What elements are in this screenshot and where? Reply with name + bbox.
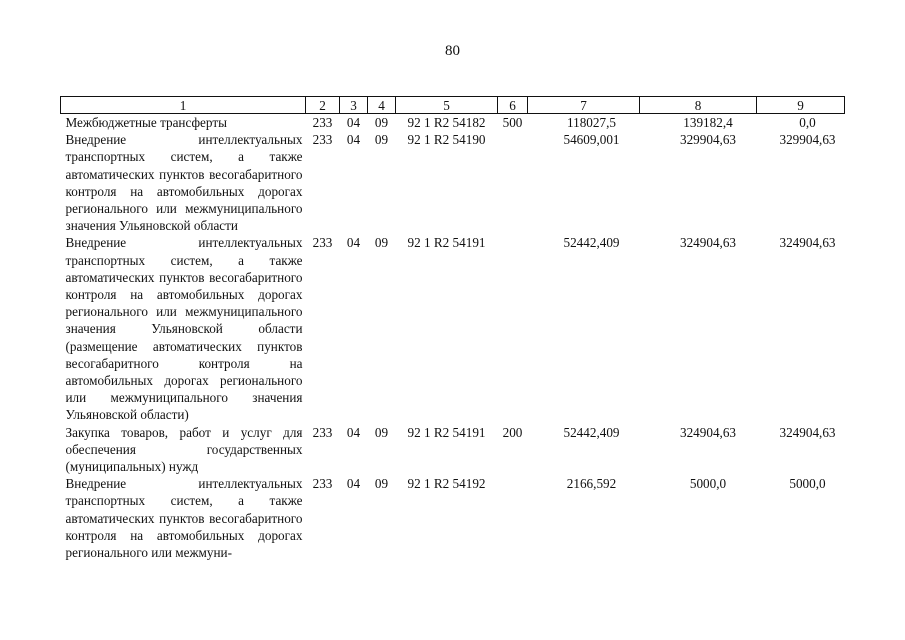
budget-table [60,96,845,561]
row-subsection-code: 09 [374,424,389,440]
row-target-code: 92 1 R2 54182 [407,115,486,130]
row-section-code: 04 [346,476,361,492]
row-name: Внедрение интеллектуальных транспортных систем, а также автоматических пунктов весогабаритного контроля на автомобильных дорогах регионального или межмуниципального значения Ульяновской области [65,132,303,234]
row-value-col9: 0,0 [799,115,816,130]
table-row [61,424,845,476]
row-value-col8: 324904,63 [679,424,737,440]
row-expense-type: 500 [502,115,523,130]
row-name: Внедрение интеллектуальных транспортных систем, а также автоматических пунктов весогабаритного контроля на автомобильных дорогах регионального или межмуниципального значения Ульяновской области (размещение автоматических пунктов весогабаритного контроля на автомобильных дорогах регионального или межмуниципального значения Ульяновской области) [65,235,303,423]
row-name: Закупка товаров, работ и услуг для обеспечения государственных (муниципальных) нужд [65,424,303,475]
row-value-col7: 118027,5 [567,115,616,130]
col-header-9: 9 [757,97,845,114]
row-section-code: 04 [346,424,361,440]
row-value-col9: 324904,63 [779,424,836,440]
row-ministry-code: 233 [312,115,333,130]
row-value-col8: 324904,63 [679,235,737,251]
row-ministry-code: 233 [312,424,333,440]
row-value-col8: 329904,63 [679,132,737,148]
row-target-code: 92 1 R2 54191 [407,424,486,440]
row-value-col7: 52442,409 [563,424,620,440]
row-target-code: 92 1 R2 54190 [407,132,486,148]
col-header-1: 1 [61,97,306,114]
table-row [61,114,845,132]
col-header-6: 6 [498,97,528,114]
table-row [61,475,845,561]
row-value-col7: 2166,592 [566,476,617,492]
row-ministry-code: 233 [312,132,333,148]
table-row [61,234,845,423]
table-row [61,131,845,234]
col-header-3: 3 [340,97,368,114]
row-expense-type [498,131,528,234]
col-header-5: 5 [396,97,498,114]
col-header-2: 2 [306,97,340,114]
col-header-4: 4 [368,97,396,114]
row-value-col7: 54609,001 [563,132,620,148]
row-name: Внедрение интеллектуальных транспортных систем, а также автоматических пунктов весогабаритного контроля на автомобильных дорогах регионального или межмуни- [65,476,303,561]
row-subsection-code: 09 [374,476,389,492]
row-expense-type: 200 [502,424,523,440]
row-target-code: 92 1 R2 54192 [407,476,486,492]
row-expense-type [498,234,528,423]
row-expense-type [498,475,528,561]
header-row [61,97,845,114]
row-section-code: 04 [346,235,361,251]
row-subsection-code: 09 [374,132,389,148]
row-subsection-code: 09 [374,115,389,130]
row-value-col9: 324904,63 [779,235,836,251]
col-header-7: 7 [528,97,640,114]
row-ministry-code: 233 [312,235,333,251]
row-value-col7: 52442,409 [563,235,620,251]
row-section-code: 04 [346,115,361,130]
col-header-8: 8 [640,97,757,114]
row-value-col9: 5000,0 [789,476,826,492]
page-number: 80 [445,43,460,59]
row-section-code: 04 [346,132,361,148]
row-ministry-code: 233 [312,476,333,492]
row-name: Межбюджетные трансферты [65,115,227,130]
row-value-col8: 5000,0 [689,476,727,492]
row-target-code: 92 1 R2 54191 [407,235,486,251]
row-value-col9: 329904,63 [779,132,836,148]
row-subsection-code: 09 [374,235,389,251]
row-value-col8: 139182,4 [683,115,733,130]
